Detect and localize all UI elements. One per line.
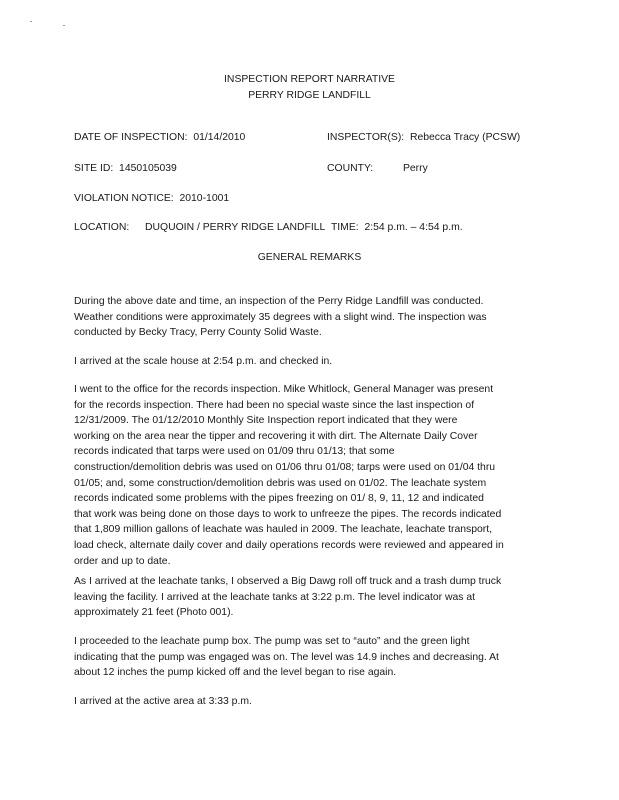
paragraph-line: leaving the facility. I arrived at the leachate tanks at 3:22 p.m. The level indicator was at <box>74 591 476 603</box>
paragraph-line: for the records inspection. There had been no special waste since the last inspection of <box>74 399 475 411</box>
paragraph-line: working on the area near the tipper and recovering it with dirt. The Alternate Daily Cover <box>74 430 478 442</box>
paragraph <box>74 574 554 621</box>
paragraph-line: I arrived at the scale house at 2:54 p.m. and checked in. <box>74 356 333 367</box>
scan-speck <box>30 21 32 22</box>
county-label: COUNTY: <box>327 163 374 174</box>
paragraph-line: indicating that the pump was engaged was on. The level was 14.9 inches and decreasing. At <box>74 651 499 663</box>
paragraph <box>74 294 554 341</box>
paragraph-line: Weather conditions were approximately 35 degrees with a slight wind. The inspection was <box>74 311 487 323</box>
location-label: LOCATION: <box>74 222 130 233</box>
inspector-value: Rebecca Tracy (PCSW) <box>409 132 521 143</box>
location-value: DUQUOIN / PERRY RIDGE LANDFILL <box>145 222 326 233</box>
paragraph-line: 01/05; and, some construction/demolition debris was used on 01/02. The leachate system <box>74 477 487 489</box>
paragraph-line: that work was being done on those days to work to unfreeze the pipes. The records indicated <box>74 508 502 520</box>
scan-speck <box>63 25 65 26</box>
inspector-label: INSPECTOR(S): <box>327 132 405 143</box>
paragraph <box>74 382 554 569</box>
date-of-inspection <box>74 132 245 143</box>
paragraph-line: I went to the office for the records inspection. Mike Whitlock, General Manager was present <box>74 384 494 395</box>
paragraph-line: I proceeded to the leachate pump box. The pump was set to “auto” and the green light <box>74 636 470 647</box>
date-label: DATE OF INSPECTION: <box>74 132 188 143</box>
county <box>327 163 428 174</box>
site-id <box>74 163 177 174</box>
paragraph-line: approximately 21 feet (Photo 001). <box>74 607 234 619</box>
paragraph-line: records indicated some problems with the pipes freezing on 01/ 8, 9, 11, 12 and indicated <box>74 493 484 505</box>
location-line <box>145 222 463 233</box>
time-value: 2:54 p.m. – 4:54 p.m. <box>364 222 463 233</box>
paragraph-line: As I arrived at the leachate tanks, I observed a Big Dawg roll off truck and a trash dump truck <box>74 576 502 587</box>
paragraph-line: records indicated that tarps were used on 01/09 thru 01/13; that some <box>74 446 395 458</box>
violation-notice <box>74 193 229 204</box>
location <box>74 222 129 233</box>
site-label: SITE ID: <box>74 163 114 174</box>
paragraph-line: conducted by Becky Tracy, Perry County Solid Waste. <box>74 327 322 339</box>
section-heading: GENERAL REMARKS <box>257 252 362 263</box>
violation-label: VIOLATION NOTICE: <box>74 193 174 204</box>
date-value: 01/14/2010 <box>193 132 246 143</box>
paragraph-line: that 1,809 million gallons of leachate was hauled in 2009. The leachate, leachate transport, <box>74 524 493 536</box>
paragraph-line: 12/31/2009. The 01/12/2010 Monthly Site Inspection report indicated that they were <box>74 415 458 427</box>
paragraph-line: I arrived at the active area at 3:33 p.m. <box>74 696 252 707</box>
paragraph-line: load check, alternate daily cover and daily operations records were reviewed and appeared in <box>74 539 504 551</box>
report-subtitle: PERRY RIDGE LANDFILL <box>248 90 371 101</box>
report-title: INSPECTION REPORT NARRATIVE <box>224 74 395 85</box>
paragraph-line: construction/demolition debris was used on 01/06 thru 01/08; tarps were used on 01/04 thru <box>74 461 496 473</box>
county-value: Perry <box>402 163 428 174</box>
violation-value: 2010-1001 <box>179 193 230 204</box>
site-value: 1450105039 <box>119 163 177 174</box>
paragraph <box>74 634 554 681</box>
paragraph <box>74 354 554 370</box>
paragraph <box>74 694 554 710</box>
paragraph-line: about 12 inches the pump kicked off and the level began to rise again. <box>74 667 397 679</box>
time-label: TIME: <box>330 222 359 233</box>
paragraph-line: order and up to date. <box>74 555 171 567</box>
paragraph-line: During the above date and time, an inspection of the Perry Ridge Landfill was conducted. <box>74 296 484 307</box>
inspector <box>327 132 520 143</box>
